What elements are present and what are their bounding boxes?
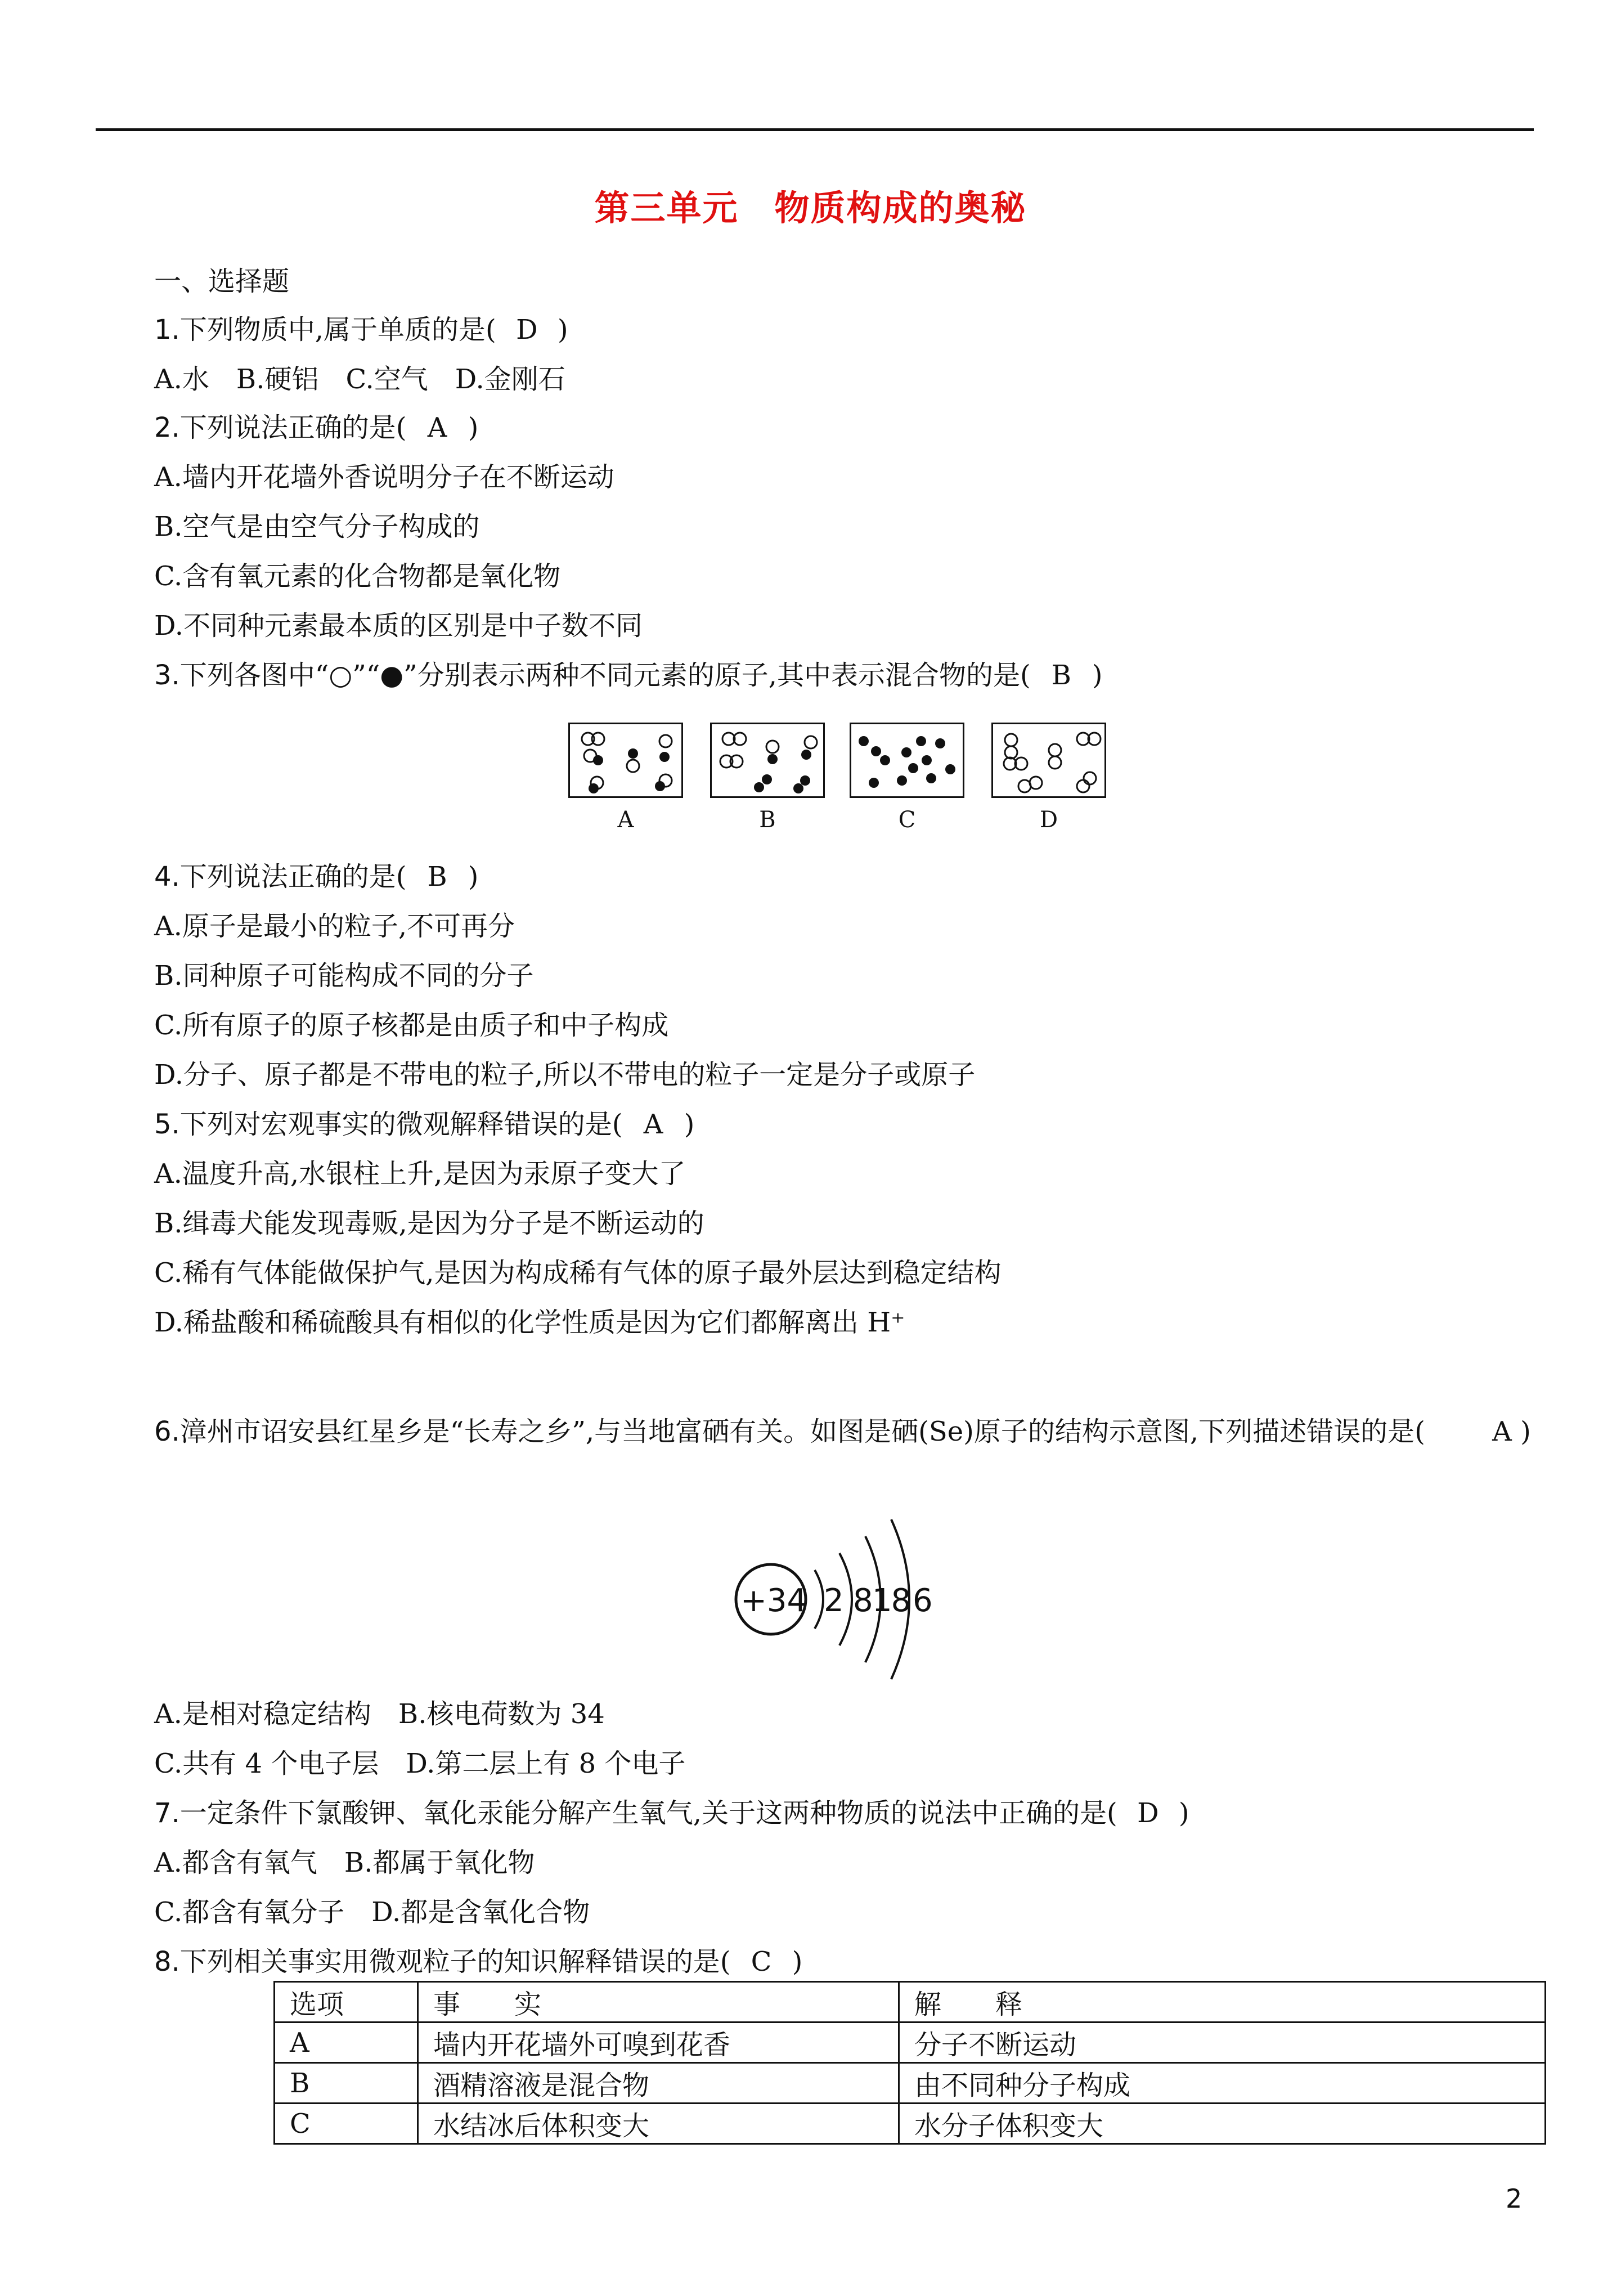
header-rule [96, 128, 1534, 131]
q2-option-b: B.空气是由空气分子构成的 [154, 511, 480, 542]
figure-d-particles [993, 724, 1108, 800]
table-cell: 水分子体积变大 [899, 2104, 1546, 2144]
nucleus-charge: +34 [740, 1582, 807, 1619]
close-paren: ) [468, 861, 479, 893]
question-stem: 漳州市诏安县红星乡是“长寿之乡”,与当地富硒有关。如图是硒(Se)原子的结构示意图,下列描述错误的是( [179, 1416, 1425, 1447]
answer: B [1051, 660, 1071, 691]
table-cell: B [275, 2063, 418, 2104]
answer: A [427, 412, 447, 443]
q2-option-a: A.墙内开花墙外香说明分子在不断运动 [154, 461, 614, 493]
shell-electrons-1: 2 [824, 1582, 844, 1619]
question-6 [96, 1407, 1536, 1456]
answer: C [751, 1946, 772, 1977]
answer: A [643, 1109, 663, 1140]
question-stem: 下列对宏观事实的微观解释错误的是( [179, 1109, 623, 1140]
table-cell: 水结冰后体积变大 [418, 2104, 899, 2144]
table-header-row [275, 1982, 1546, 2023]
shell-electrons-3: 18 [872, 1582, 910, 1619]
q8-table [273, 1981, 1546, 2145]
question-number: 7. [154, 1797, 180, 1829]
question-3 [154, 658, 1102, 692]
table-cell: 分子不断运动 [899, 2023, 1546, 2063]
question-stem: 下列相关事实用微观粒子的知识解释错误的是( [179, 1946, 731, 1977]
q4-option-d: D.分子、原子都是不带电的粒子,所以不带电的粒子一定是分子或原子 [154, 1059, 976, 1091]
shell-arc-1 [815, 1570, 823, 1629]
question-2 [154, 411, 478, 445]
q4-option-c: C.所有原子的原子核都是由质子和中子构成 [154, 1010, 669, 1041]
figure-label-a: A [617, 807, 634, 833]
table-cell: 墙内开花墙外可嗅到花香 [418, 2023, 899, 2063]
q5-option-c: C.稀有气体能做保护气,是因为构成稀有气体的原子最外层达到稳定结构 [154, 1257, 1002, 1289]
q2-option-c: C.含有氧元素的化合物都是氧化物 [154, 560, 561, 592]
question-number: 5. [154, 1109, 180, 1140]
q4-option-a: A.原子是最小的粒子,不可再分 [154, 911, 515, 942]
close-paren: ) [557, 314, 568, 346]
q1-options: A.水 B.硬铝 C.空气 D.金刚石 [154, 364, 565, 395]
answer: A [1492, 1416, 1512, 1447]
figure-a-particles [570, 724, 685, 800]
question-4 [154, 860, 478, 894]
q5-option-a: A.温度升高,水银柱上升,是因为汞原子变大了 [154, 1158, 686, 1190]
question-number: 1. [154, 314, 180, 346]
table-row [275, 2023, 1546, 2063]
table-header-cell: 事 实 [418, 1982, 899, 2023]
answer: D [516, 314, 538, 346]
q6-options-line-2: C.共有 4 个电子层 D.第二层上有 8 个电子 [154, 1748, 686, 1779]
question-stem: 下列各图中“○”“●”分别表示两种不同元素的原子,其中表示混合物的是( [179, 660, 1031, 691]
section-heading: 一、选择题 [154, 266, 290, 297]
question-stem: 下列说法正确的是( [179, 861, 407, 893]
question-7 [154, 1796, 1189, 1830]
close-paren: ) [1178, 1797, 1189, 1829]
answer: B [427, 861, 447, 893]
question-number: 6. [154, 1416, 180, 1447]
page-title: 第三单元 物质构成的奥秘 [594, 187, 1027, 228]
question-8 [154, 1945, 802, 1979]
q5-option-b: B.缉毒犬能发现毒贩,是因为分子是不断运动的 [154, 1208, 704, 1239]
q7-options-line-2: C.都含有氧分子 D.都是含氧化合物 [154, 1896, 590, 1928]
question-stem: 下列物质中,属于单质的是( [179, 314, 496, 346]
question-5 [154, 1107, 694, 1141]
question-number: 3. [154, 660, 180, 691]
table-row [275, 2063, 1546, 2104]
table-cell: A [275, 2023, 418, 2063]
question-number: 4. [154, 861, 180, 893]
close-paren: ) [468, 412, 479, 443]
q6-options-line-1: A.是相对稳定结构 B.核电荷数为 34 [154, 1698, 605, 1730]
figure-a [568, 723, 683, 798]
figure-label-d: D [1039, 807, 1058, 833]
close-paren: ) [1092, 660, 1103, 691]
figure-b-particles [712, 724, 827, 800]
question-stem: 一定条件下氯酸钾、氧化汞能分解产生氧气,关于这两种物质的说法中正确的是( [179, 1797, 1117, 1829]
shell-electrons-4: 6 [913, 1582, 933, 1619]
close-paren: ) [1520, 1416, 1531, 1447]
question-1 [154, 313, 568, 347]
question-number: 2. [154, 412, 180, 443]
question-number: 8. [154, 1946, 180, 1977]
figure-d [991, 723, 1106, 798]
figure-c [850, 723, 964, 798]
figure-b [710, 723, 825, 798]
table-cell: 酒精溶液是混合物 [418, 2063, 899, 2104]
page-number: 2 [1506, 2183, 1523, 2214]
q7-options-line-1: A.都含有氧气 B.都属于氧化物 [154, 1847, 535, 1878]
figure-label-b: B [759, 807, 776, 833]
table-cell: 由不同种分子构成 [899, 2063, 1546, 2104]
table-row [275, 2104, 1546, 2144]
table-cell: C [275, 2104, 418, 2144]
figure-label-c: C [898, 807, 916, 833]
figure-c-particles [851, 724, 966, 800]
q4-option-b: B.同种原子可能构成不同的分子 [154, 960, 534, 992]
close-paren: ) [684, 1109, 695, 1140]
q2-option-d: D.不同种元素最本质的区别是中子数不同 [154, 610, 643, 642]
close-paren: ) [792, 1946, 803, 1977]
question-stem: 下列说法正确的是( [179, 412, 407, 443]
table-header-cell: 选项 [275, 1982, 418, 2023]
shell-electrons-2: 8 [853, 1582, 873, 1619]
q5-option-d: D.稀盐酸和稀硫酸具有相似的化学性质是因为它们都解离出 H⁺ [154, 1307, 905, 1338]
answer: D [1137, 1797, 1159, 1829]
table-header-cell: 解 释 [899, 1982, 1546, 2023]
